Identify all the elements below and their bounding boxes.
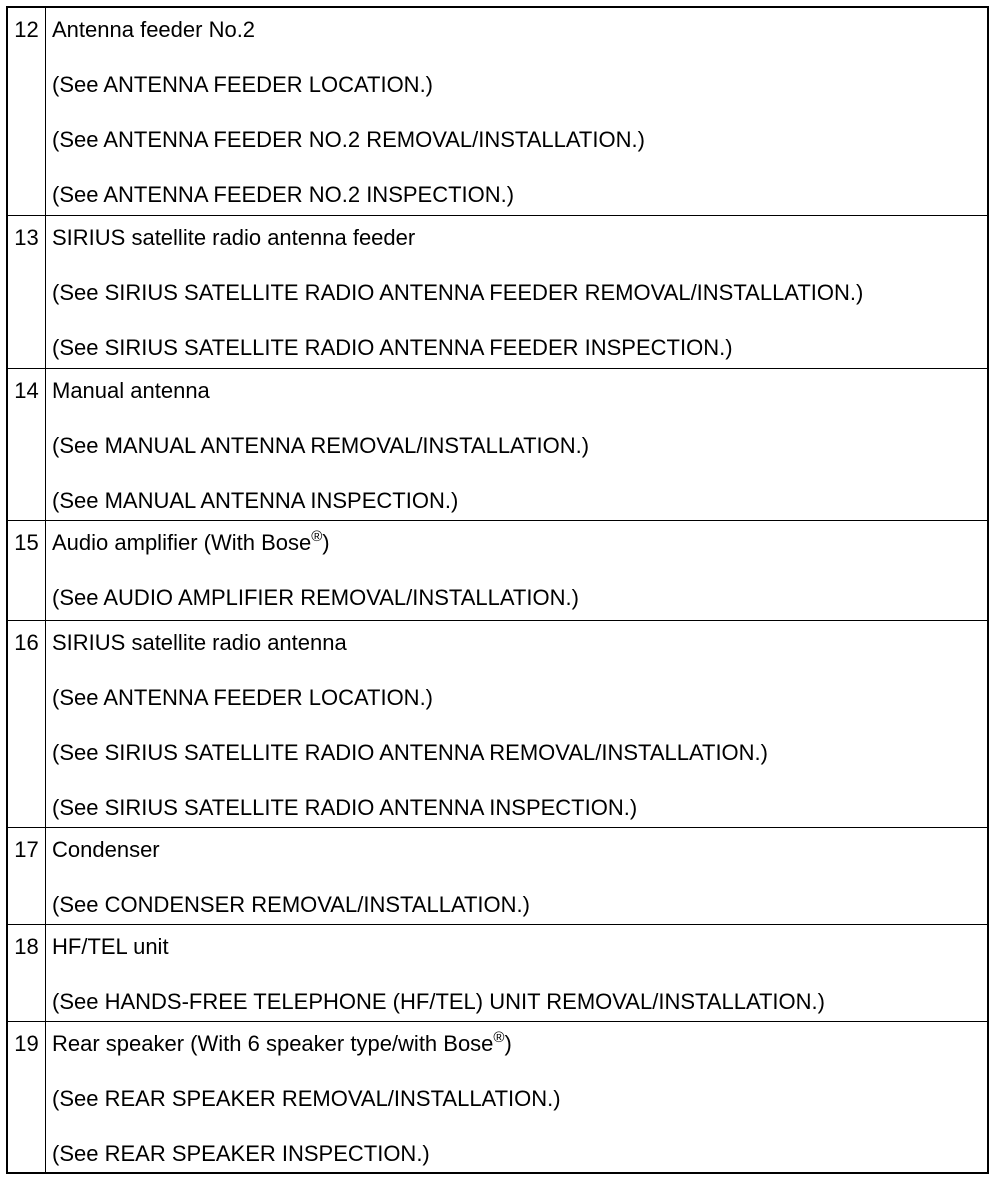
reference-link[interactable]: (See SIRIUS SATELLITE RADIO ANTENNA FEEDER INSPECTION.)	[52, 335, 733, 360]
item-title: Manual antenna	[52, 378, 210, 403]
reference-link[interactable]: (See AUDIO AMPLIFIER REMOVAL/INSTALLATION.)	[52, 585, 579, 610]
item-title: SIRIUS satellite radio antenna feeder	[52, 225, 416, 250]
item-title	[52, 1031, 987, 1057]
item-content	[46, 828, 987, 924]
item-title	[52, 530, 987, 556]
registered-mark: ®	[493, 1029, 505, 1046]
item-number: 18	[8, 925, 46, 1021]
table-row	[8, 827, 987, 924]
item-content	[46, 216, 987, 368]
item-content	[46, 925, 987, 1021]
reference-link[interactable]: (See ANTENNA FEEDER LOCATION.)	[52, 72, 434, 97]
reference-link[interactable]: (See SIRIUS SATELLITE RADIO ANTENNA FEEDER REMOVAL/INSTALLATION.)	[52, 280, 864, 305]
item-content	[46, 8, 987, 215]
item-title-suffix: )	[322, 530, 330, 555]
reference-link[interactable]: (See MANUAL ANTENNA INSPECTION.)	[52, 488, 459, 513]
item-number: 14	[8, 369, 46, 520]
table-row	[8, 368, 987, 520]
item-title: Condenser	[52, 837, 160, 862]
item-content	[46, 1022, 987, 1172]
item-title-suffix: )	[504, 1031, 512, 1056]
item-number: 15	[8, 521, 46, 620]
table-row	[8, 620, 987, 827]
reference-link[interactable]: (See HANDS-FREE TELEPHONE (HF/TEL) UNIT REMOVAL/INSTALLATION.)	[52, 989, 825, 1014]
item-title: HF/TEL unit	[52, 934, 169, 959]
reference-link[interactable]: (See SIRIUS SATELLITE RADIO ANTENNA INSPECTION.)	[52, 795, 638, 820]
reference-link[interactable]: (See ANTENNA FEEDER NO.2 REMOVAL/INSTALLATION.)	[52, 127, 645, 152]
reference-link[interactable]: (See REAR SPEAKER REMOVAL/INSTALLATION.)	[52, 1086, 561, 1111]
reference-link[interactable]: (See CONDENSER REMOVAL/INSTALLATION.)	[52, 892, 530, 917]
item-number: 16	[8, 621, 46, 827]
item-number: 19	[8, 1022, 46, 1172]
item-content	[46, 369, 987, 520]
table-row	[8, 520, 987, 620]
item-number: 12	[8, 8, 46, 215]
reference-link[interactable]: (See MANUAL ANTENNA REMOVAL/INSTALLATION.)	[52, 433, 590, 458]
item-title-text: Audio amplifier (With Bose	[52, 530, 312, 555]
item-title: SIRIUS satellite radio antenna	[52, 630, 347, 655]
reference-link[interactable]: (See ANTENNA FEEDER LOCATION.)	[52, 685, 434, 710]
table-row	[8, 215, 987, 368]
table-row	[8, 1021, 987, 1172]
item-number: 17	[8, 828, 46, 924]
table-row	[8, 8, 987, 215]
parts-reference-table	[6, 6, 989, 1174]
item-title: Antenna feeder No.2	[52, 17, 256, 42]
reference-link[interactable]: (See ANTENNA FEEDER NO.2 INSPECTION.)	[52, 182, 515, 207]
registered-mark: ®	[311, 528, 323, 545]
reference-link[interactable]: (See REAR SPEAKER INSPECTION.)	[52, 1141, 430, 1166]
item-content	[46, 521, 987, 620]
item-title-text: Rear speaker (With 6 speaker type/with Bose	[52, 1031, 494, 1056]
item-number: 13	[8, 216, 46, 368]
item-content	[46, 621, 987, 827]
table-row	[8, 924, 987, 1021]
reference-link[interactable]: (See SIRIUS SATELLITE RADIO ANTENNA REMOVAL/INSTALLATION.)	[52, 740, 768, 765]
